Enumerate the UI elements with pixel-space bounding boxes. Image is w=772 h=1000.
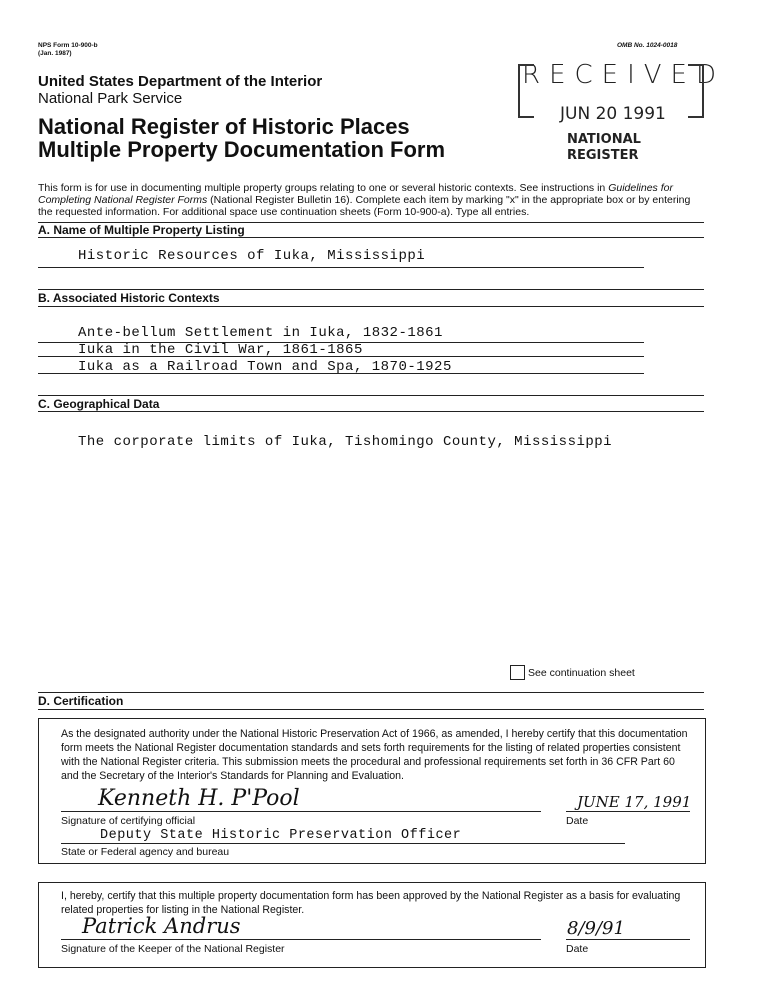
- section-c-heading: C. Geographical Data: [38, 397, 160, 411]
- field-line: [38, 267, 644, 268]
- field-line: [38, 373, 644, 374]
- form-number: NPS Form 10-900-b: [38, 42, 98, 49]
- service-name: National Park Service: [38, 90, 183, 107]
- agency-label: State or Federal agency and bureau: [61, 846, 230, 858]
- divider: [38, 395, 704, 396]
- signature-label: Signature of certifying official: [61, 815, 196, 827]
- stamp-national: NATIONAL: [567, 132, 641, 147]
- section-d-heading: D. Certification: [38, 694, 124, 708]
- form-title-line2: Multiple Property Documentation Form: [38, 137, 446, 162]
- historic-context-3: Iuka as a Railroad Town and Spa, 1870-1925: [78, 359, 452, 375]
- section-a-heading: A. Name of Multiple Property Listing: [38, 223, 245, 237]
- multiple-property-name: Historic Resources of Iuka, Mississippi: [78, 248, 426, 264]
- divider: [38, 306, 704, 307]
- stamp-register: REGISTER: [567, 148, 639, 163]
- keeper-date-value: 8/9/91: [567, 918, 625, 939]
- continuation-sheet-checkbox[interactable]: [510, 665, 525, 680]
- certification-text: As the designated authority under the National Historic Preservation Act of 1966, as amended, I hereby certify that this documentation form meets the National Register documentation standards and sets forth requirements for the listing of related properties consistent with the National Register criteria. This submission meets the procedural and professional requirements set forth in 36 CFR Part 60 and the Secretary of the Interior's Standards for Planning and Evaluation.: [61, 728, 688, 782]
- continuation-sheet-label: See continuation sheet: [528, 667, 635, 679]
- agency-line: [61, 843, 625, 844]
- geographical-data: The corporate limits of Iuka, Tishomingo County, Mississippi: [78, 434, 613, 450]
- divider: [38, 709, 704, 710]
- department-name: United States Department of the Interior: [38, 73, 323, 90]
- certifying-official-signature: Kenneth H. P'Pool: [98, 786, 300, 811]
- stamp-bracket-left: [518, 64, 534, 118]
- historic-context-1: Ante-bellum Settlement in Iuka, 1832-1861: [78, 325, 443, 341]
- stamp-bracket-right: [688, 64, 704, 118]
- divider: [38, 692, 704, 693]
- divider: [38, 289, 704, 290]
- keeper-signature-label: Signature of the Keeper of the National Register: [61, 943, 285, 955]
- stamp-date: JUN 20 1991: [560, 104, 666, 124]
- date-line: [566, 811, 690, 812]
- divider: [38, 237, 704, 238]
- keeper-certification-text: I, hereby, certify that this multiple property documentation form has been approved by the National Register as a basis for evaluating related properties for listing in the National Register.: [61, 890, 681, 916]
- certification-date-value: JUNE 17, 1991: [577, 793, 692, 811]
- intro-instructions: This form is for use in documenting multiple property groups relating to one or several historic contexts. See instructions in Guidelines for Completing National Register Forms (National Register Bulletin 16). Complete each item by marking "x" in the appropriate box or by entering the requested information. For additional space use continuation sheets (Form 10-900-a). Type all entries.: [38, 182, 691, 218]
- keeper-date-line: [566, 939, 690, 940]
- form-date: (Jan. 1987): [38, 50, 72, 57]
- agency-value: Deputy State Historic Preservation Officer: [100, 828, 462, 843]
- field-line: [38, 356, 644, 357]
- received-stamp-text: RECEIVED: [522, 60, 725, 90]
- keeper-signature: Patrick Andrus: [82, 914, 241, 938]
- historic-context-2: Iuka in the Civil War, 1861-1865: [78, 342, 363, 358]
- keeper-date-label: Date: [566, 943, 589, 955]
- section-b-heading: B. Associated Historic Contexts: [38, 291, 220, 305]
- signature-line: [61, 811, 541, 812]
- form-title-line1: National Register of Historic Places: [38, 114, 410, 139]
- keeper-signature-line: [61, 939, 541, 940]
- date-label: Date: [566, 815, 589, 827]
- omb-number: OMB No. 1024-0018: [617, 42, 678, 49]
- divider: [38, 411, 704, 412]
